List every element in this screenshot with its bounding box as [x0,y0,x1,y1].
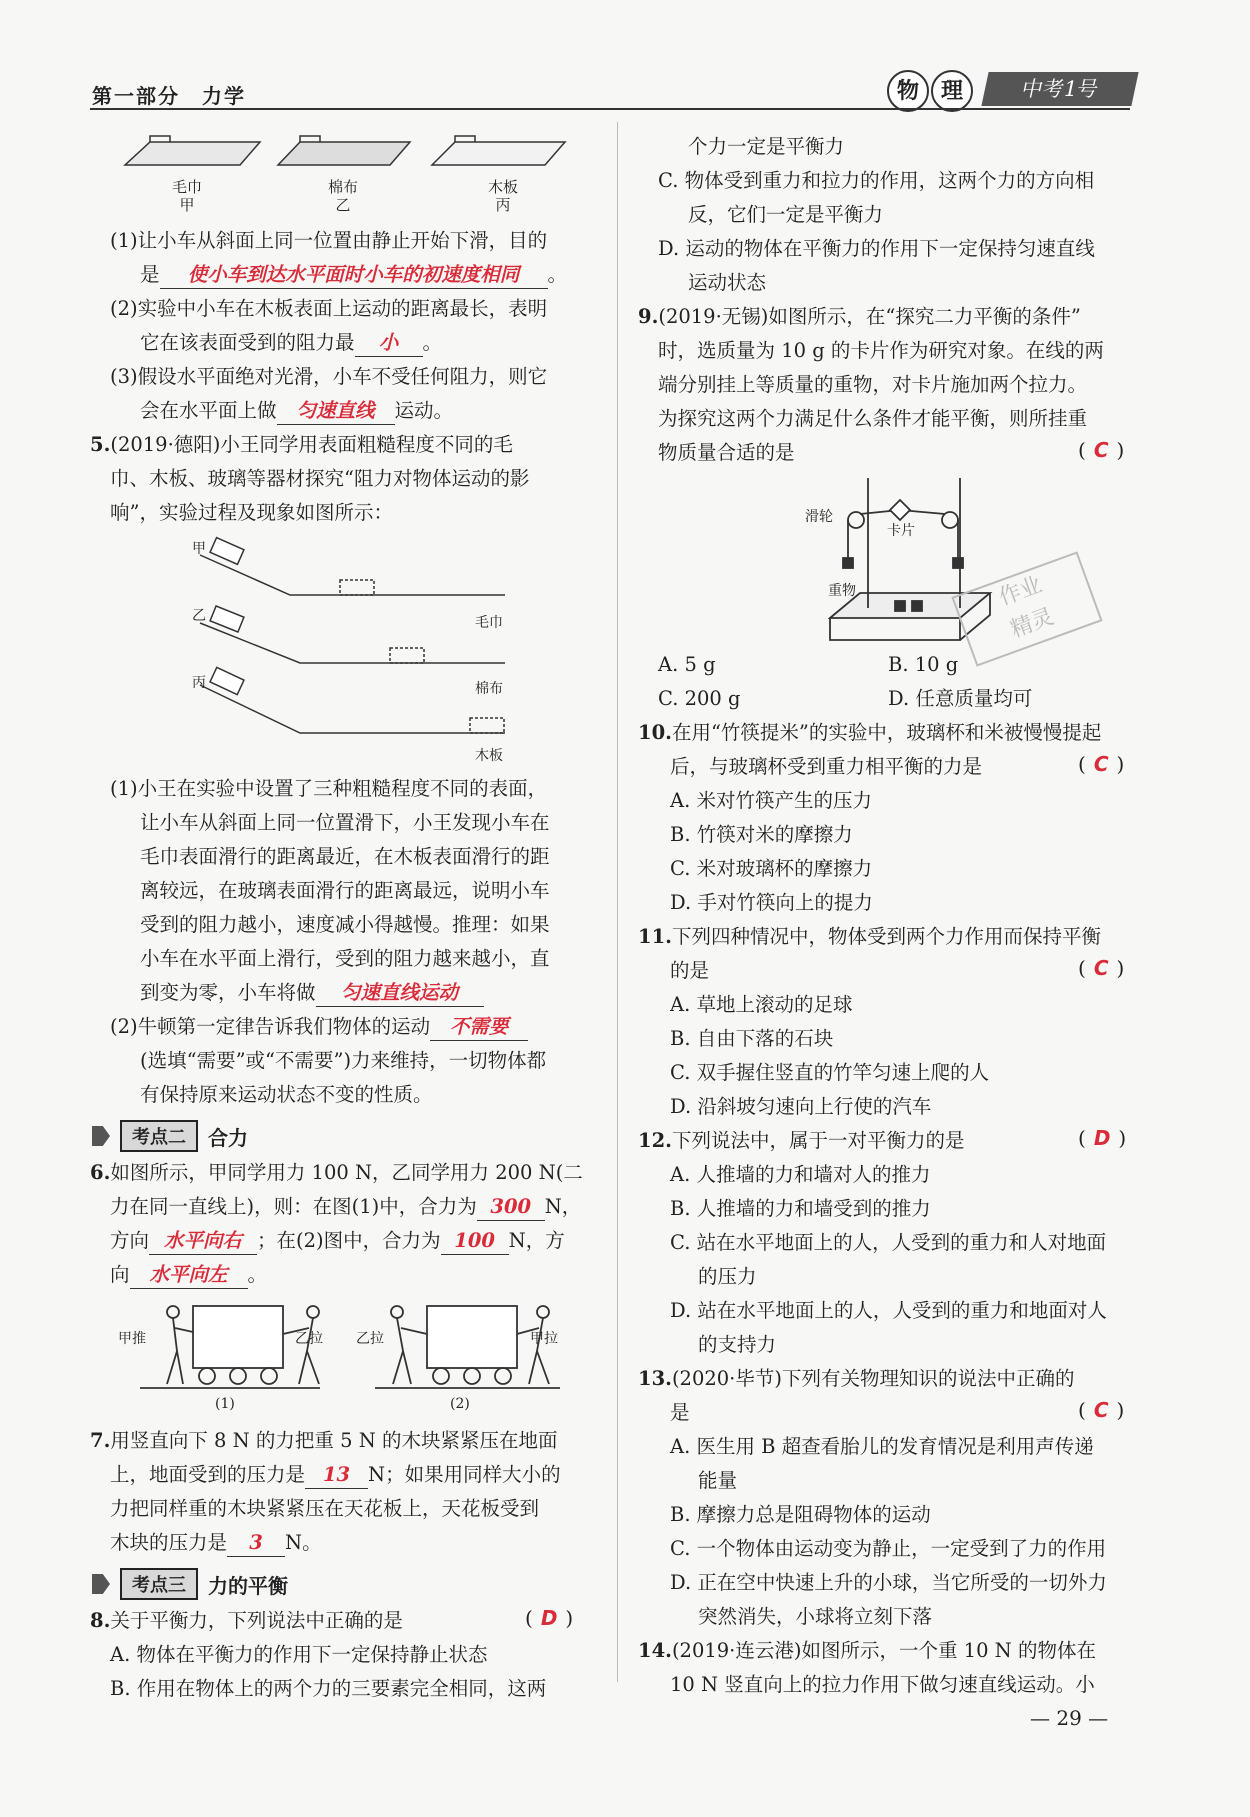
q13-line1: 13.(2020·毕节)下列有关物理知识的说法中正确的 [638,1367,1075,1390]
q10-answer: ( C ) [1078,752,1125,776]
q9-option-d: D. 任意质量均可 [888,687,1033,710]
q13-option-d-cont: 突然消失，小球将立刻下落 [698,1605,933,1628]
q8-option-b: B. 作用在物体上的两个力的三要素完全相同，这两 [110,1677,547,1700]
fig-label: 滑轮 [805,509,833,525]
q14-line1: 14.(2019·连云港)如图所示，一个重 10 N 的物体在 [638,1639,1096,1662]
q13-line2: 是 [670,1401,690,1424]
fig-caption: (2) [450,1396,470,1412]
q5-p10: 有保持原来运动状态不变的性质。 [140,1083,433,1106]
q9-line3: 端分别挂上等质量的重物，对卡片施加两个拉力。 [658,373,1088,396]
q5-p8: (2)牛顿第一定律告诉我们物体的运动 不需要 [110,1014,528,1041]
q12-answer: ( D ) [1078,1126,1127,1150]
q5-p4: 离较远，在玻璃表面滑行的距离最远，说明小车 [140,879,550,902]
q14-line2: 10 N 竖直向上的拉力作用下做匀速直线运动。小 [670,1673,1095,1696]
q10-option-a: A. 米对竹筷产生的压力 [670,789,872,812]
q6-line2: 力在同一直线上)，则：在图(1)中，合力为 300 N， [110,1194,581,1221]
q7-line3: 力把同样重的木块紧紧压在天花板上，天花板受到 [110,1497,540,1520]
q4-s2: (2)实验中小车在木板表面上运动的距离最长，表明 [110,297,548,320]
page-number: — 29 — [1030,1706,1109,1730]
fig-label: 卡片 [887,523,915,539]
q9-option-c: C. 200 g [658,687,741,710]
answer-blank[interactable]: 使小车到达水平面时小车的初速度相同 [160,262,548,289]
push-pull-figure [135,1296,575,1396]
q8-option-d: D. 运动的物体在平衡力的作用下一定保持匀速直线 [658,237,1095,260]
surface-label-1: 毛巾 [475,615,503,631]
q10-line2: 后，与玻璃杯受到重力相平衡的力是 [670,755,983,778]
q11-line1: 11.下列四种情况中，物体受到两个力作用而保持平衡 [638,925,1101,948]
q9-line5: 物质量合适的是 [658,441,795,464]
q13-option-a: A. 医生用 B 超查看胎儿的发育情况是利用声传递 [670,1435,1094,1458]
q4-s3: (3)假设水平面绝对光滑，小车不受任何阻力，则它 [110,365,548,388]
q4-s3-b: 会在水平面上做 匀速直线 运动。 [140,398,453,425]
q9-option-b: B. 10 g [888,653,959,676]
fig-label: 甲推 [118,1331,146,1347]
column-divider [617,122,618,1682]
q5-p2: 让小车从斜面上同一位置滑下，小王发现小车在 [140,811,550,834]
incline-label-a: 甲 [192,541,206,557]
fig-label-c: 木板 丙 [488,178,519,214]
q11-option-b: B. 自由下落的石块 [670,1027,834,1050]
fig-label-b: 棉布 乙 [328,178,359,214]
q12-option-c-cont: 的压力 [698,1265,757,1288]
fig-label-a: 毛巾 甲 [172,178,203,214]
answer-blank[interactable]: 水平向左 [130,1262,248,1289]
q5-p1: (1)小王在实验中设置了三种粗糙程度不同的表面， [110,777,548,800]
q12-option-a: A. 人推墙的力和墙对人的推力 [670,1163,931,1186]
q13-option-c: C. 一个物体由运动变为静止，一定受到了力的作用 [670,1537,1107,1560]
section-heading-2: 考点二 合力 [92,1120,248,1152]
q9-line2: 时，选质量为 10 g 的卡片作为研究对象。在线的两 [658,339,1104,362]
q8-option-b-cont: 个力一定是平衡力 [688,135,845,158]
answer-blank[interactable]: 3 [227,1530,285,1557]
section-heading-3: 考点三 力的平衡 [92,1568,288,1600]
fig-label: 重物 [828,583,856,599]
section-title: 第一部分 力学 [92,84,246,108]
incline-label-c: 丙 [192,675,206,691]
book-logo: 物 理 中考1号 [885,68,1135,112]
answer-blank[interactable]: 100 [441,1228,509,1255]
q5-p5: 受到的阻力越小，速度减小得越慢。推理：如果 [140,913,550,936]
q13-option-d: D. 正在空中快速上升的小球，当它所受的一切外力 [670,1571,1107,1594]
q11-line2: 的是 [670,959,710,982]
q11-option-c: C. 双手握住竖直的竹竿匀速上爬的人 [670,1061,990,1084]
fig-label: 乙拉 [356,1331,384,1347]
q5-line3: 响”，实验过程及现象如图所示： [110,501,393,524]
q11-option-d: D. 沿斜坡匀速向上行使的汽车 [670,1095,932,1118]
q13-answer: ( C ) [1078,1398,1125,1422]
q7-line4: 木块的压力是 3 N。 [110,1530,322,1557]
answer-blank[interactable]: 匀速直线 [277,398,395,425]
q6-line1: 6.如图所示，甲同学用力 100 N，乙同学用力 200 N(二 [90,1161,583,1184]
fig-label: 乙拉 [295,1331,323,1347]
q6-line4: 向 水平向左 。 [110,1262,267,1289]
q5-p6: 小车在水平面上滑行，受到的阻力越来越小，直 [140,947,550,970]
incline-label-b: 乙 [192,608,206,624]
q5-line2: 巾、木板、玻璃等器材探究“阻力对物体运动的影 [110,467,530,490]
q5-p3: 毛巾表面滑行的距离最近，在木板表面滑行的距 [140,845,550,868]
q8-option-c-cont: 反，它们一定是平衡力 [688,203,884,226]
answer-blank[interactable]: 匀速直线运动 [316,980,484,1007]
q12-option-b: B. 人推墙的力和墙受到的推力 [670,1197,931,1220]
q8-option-c: C. 物体受到重力和拉力的作用，这两个力的方向相 [658,169,1095,192]
q11-option-a: A. 草地上滚动的足球 [670,993,853,1016]
answer-blank[interactable]: 不需要 [430,1014,528,1041]
q10-line1: 10.在用“竹筷提米”的实验中，玻璃杯和米被慢慢提起 [638,721,1102,744]
q8-option-a: A. 物体在平衡力的作用下一定保持静止状态 [110,1643,488,1666]
surface-label-3: 木板 [475,748,503,764]
q10-option-d: D. 手对竹筷向上的提力 [670,891,873,914]
q13-option-b: B. 摩擦力总是阻碍物体的运动 [670,1503,931,1526]
fig-caption: (1) [215,1396,235,1412]
q8-answer: ( D ) [525,1606,574,1630]
q12-line1: 12.下列说法中，属于一对平衡力的是 [638,1129,965,1152]
fig-label: 甲拉 [530,1331,558,1347]
q9-option-a: A. 5 g [658,653,716,676]
q7-line1: 7.用竖直向下 8 N 的力把重 5 N 的木块紧紧压在地面 [90,1429,558,1452]
answer-blank[interactable]: 300 [477,1194,545,1221]
q9-answer: ( C ) [1078,438,1125,462]
q9-line1: 9.(2019·无锡)如图所示，在“探究二力平衡的条件” [638,305,1081,328]
answer-blank[interactable]: 水平向右 [149,1228,257,1255]
q13-option-a-cont: 能量 [698,1469,738,1492]
q5-p7: 到变为零，小车将做 匀速直线运动 [140,980,484,1007]
q4-s2-b: 它在该表面受到的阻力最 小 。 [140,330,442,357]
q5-p9: (选填“需要”或“不需要”)力来维持，一切物体都 [140,1049,547,1072]
answer-blank[interactable]: 小 [355,330,423,357]
q6-line3: 方向 水平向右 ；在(2)图中，合力为 100 N，方 [110,1228,565,1255]
q12-option-d-cont: 的支持力 [698,1333,777,1356]
q5-line1: 5.(2019·德阳)小王同学用表面粗糙程度不同的毛 [90,433,513,456]
q7-line2: 上，地面受到的压力是 13 N；如果用同样大小的 [110,1462,561,1489]
surfaces-figure [120,130,580,180]
answer-blank[interactable]: 13 [305,1462,368,1489]
q10-option-c: C. 米对玻璃杯的摩擦力 [670,857,873,880]
surface-label-2: 棉布 [475,681,503,697]
incline-figure [190,535,510,765]
arrow-icon [92,1574,110,1594]
q11-answer: ( C ) [1078,956,1125,980]
header-rule [90,108,1130,110]
q10-option-b: B. 竹筷对米的摩擦力 [670,823,853,846]
q12-option-d: D. 站在水平地面上的人，人受到的重力和地面对人 [670,1299,1107,1322]
q12-option-c: C. 站在水平地面上的人，人受到的重力和人对地面 [670,1231,1107,1254]
q4-s1-b: 是 使小车到达水平面时小车的初速度相同 。 [140,262,567,289]
q4-s1: (1)让小车从斜面上同一位置由静止开始下滑，目的 [110,229,548,252]
q9-line4: 为探究这两个力满足什么条件才能平衡，则所挂重 [658,407,1088,430]
arrow-icon [92,1126,110,1146]
q8-option-d-cont: 运动状态 [688,271,767,294]
watermark-stamp: 作业 精灵 [951,551,1102,666]
q8-stem: 8.关于平衡力，下列说法中正确的是 [90,1609,403,1632]
